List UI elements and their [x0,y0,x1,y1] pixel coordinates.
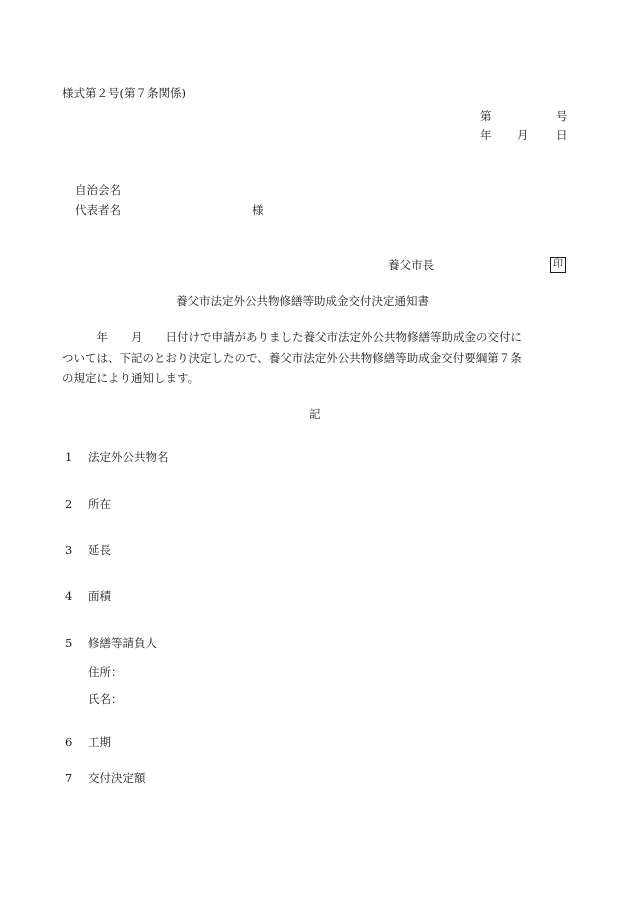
item-label-length: 延長 [88,543,111,557]
item-number: 7 [65,771,73,785]
addressee-rep-label: 代表者名 [75,203,121,217]
contractor-address-label: 住所： [88,665,123,679]
body-line-2: ついては、下記のとおり決定したので、養父市法定外公共物修繕等助成金交付要綱第７条 [62,351,522,365]
item-label-area: 面積 [88,589,111,603]
item-label-grant-amount: 交付決定額 [88,771,146,785]
seal-stamp: 印 [550,257,566,273]
document-title: 養父市法定外公共物修繕等助成金交付決定通知書 [176,294,429,308]
item-label-contractor: 修繕等請負人 [88,636,157,650]
item-number: 5 [65,636,73,650]
item-number: 2 [65,497,73,511]
date-day: 日 [556,128,568,142]
sender-title: 養父市長 [388,258,434,272]
document-number-suffix: 号 [556,109,568,123]
addressee-honorific: 様 [252,203,264,217]
date-year: 年 [480,128,492,142]
contractor-name-label: 氏名： [88,692,123,706]
item-number: 4 [65,589,73,603]
form-number-label: 様式第２号(第７条関係) [62,86,186,100]
item-label-location: 所在 [88,497,111,511]
addressee-org-label: 自治会名 [75,183,121,197]
document-number-prefix: 第 [480,109,492,123]
date-month: 月 [517,128,529,142]
item-label-public-property-name: 法定外公共物名 [88,450,169,464]
item-number: 3 [65,543,73,557]
body-line-3: の規定により通知します。 [62,371,200,385]
item-number: 6 [65,735,73,749]
item-number: 1 [65,450,73,464]
ki-heading: 記 [309,407,321,421]
item-label-construction-period: 工期 [88,735,111,749]
body-line-1: 年 月 日付けで申請がありました養父市法定外公共物修繕等助成金の交付に [62,330,522,344]
